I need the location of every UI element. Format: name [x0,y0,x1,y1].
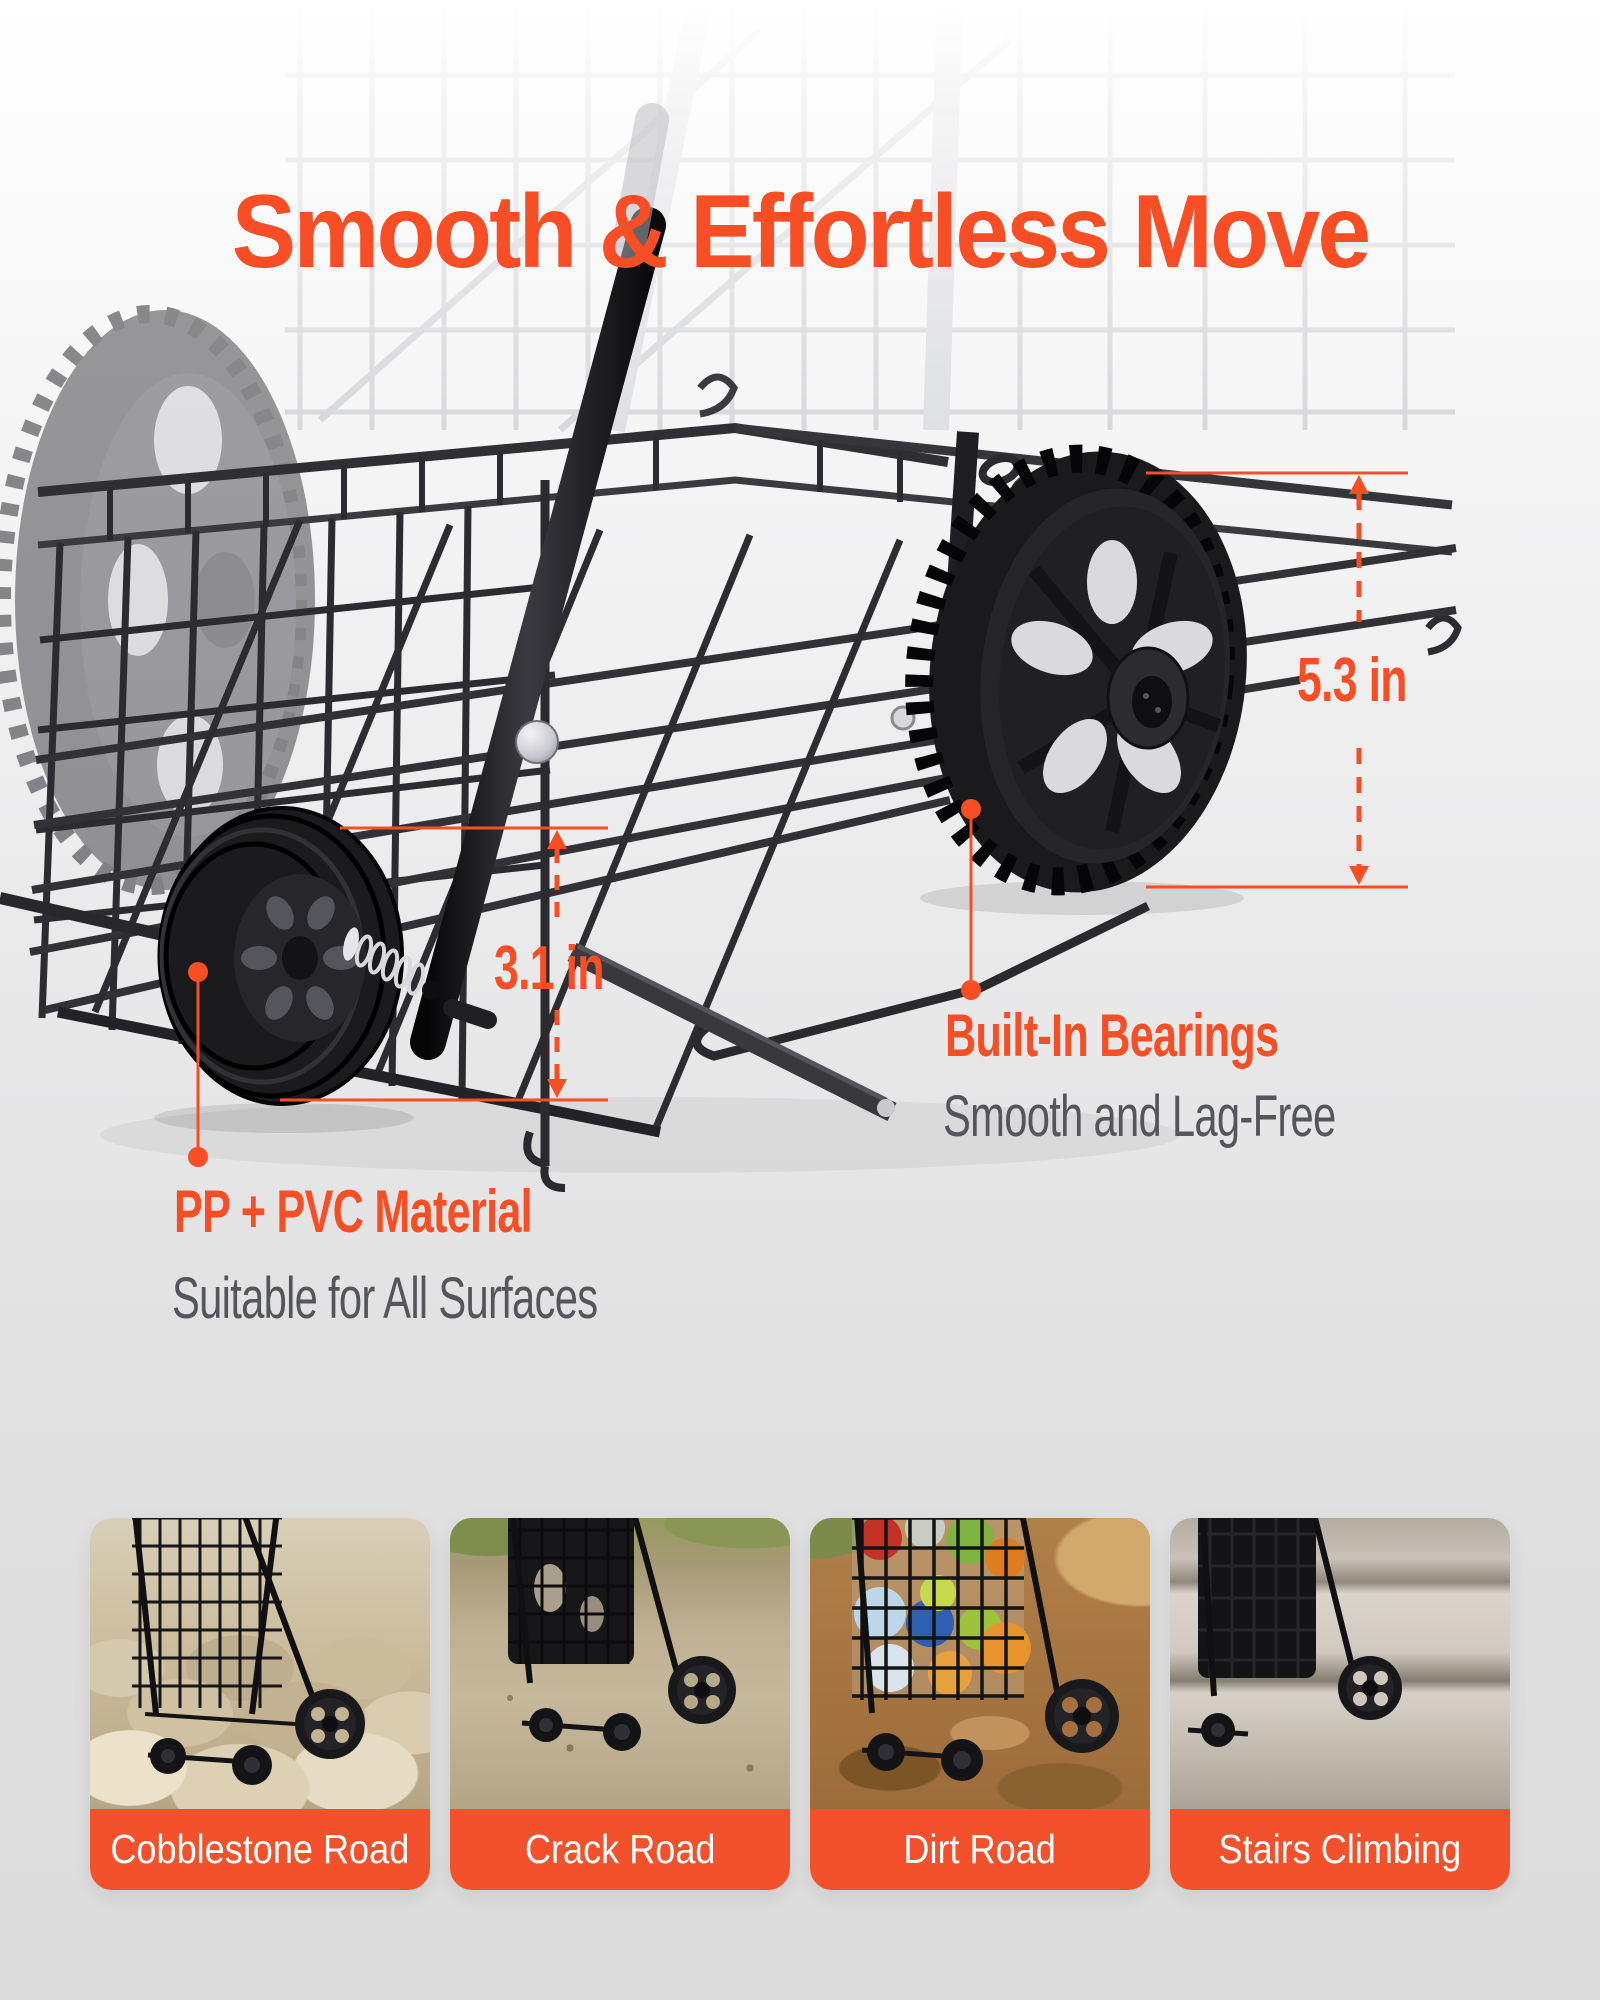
arrow-down-icon [1349,866,1369,885]
dirt-road-photo [810,1518,1150,1809]
leader-bearings [961,799,981,1000]
leader-material [188,962,208,1167]
card-label: Dirt Road [903,1826,1057,1872]
bearings-title: Built-In Bearings [945,1002,1279,1069]
cobblestone-photo [90,1518,430,1809]
card-label: Crack Road [524,1826,716,1872]
small-wheel-size-label: 3.1 in [494,934,604,1003]
card-label-bar [810,1809,1150,1890]
cart-on-crack-road [450,1518,790,1809]
leader-dot [961,980,981,1000]
card-label-bar [450,1809,790,1890]
card-crack-road [450,1518,790,1890]
bearings-subtitle: Smooth and Lag-Free [943,1084,1336,1149]
cart-on-stairs [1170,1518,1510,1809]
stairs-photo [1170,1518,1510,1809]
card-stairs-climbing [1170,1518,1510,1890]
mini-big-wheel [295,1689,365,1759]
material-subtitle: Suitable for All Surfaces [172,1266,598,1331]
arrow-up-icon [547,830,567,849]
arrow-down-icon [547,1079,567,1098]
cart-on-dirt-road [810,1518,1150,1809]
card-label: Cobblestone Road [110,1826,410,1872]
cart-on-cobblestone [90,1518,430,1809]
leader-dot [188,962,208,982]
leader-dot [188,1147,208,1167]
mini-big-wheel [668,1656,736,1724]
crack-road-photo [450,1518,790,1809]
arrow-up-icon [1349,475,1369,494]
card-label-bar [1170,1809,1510,1890]
surface-cards [90,1518,1510,1890]
card-dirt-road [810,1518,1150,1890]
leader-dot [961,799,981,819]
mini-big-wheel [1338,1656,1402,1720]
material-title: PP + PVC Material [174,1178,532,1245]
page-title: Smooth & Effortless Move [231,173,1369,290]
mini-big-wheel [1045,1679,1119,1753]
card-label-bar [90,1809,430,1890]
card-cobblestone-road [90,1518,430,1890]
large-wheel-size-label: 5.3 in [1297,646,1407,715]
card-label: Stairs Climbing [1218,1826,1462,1872]
